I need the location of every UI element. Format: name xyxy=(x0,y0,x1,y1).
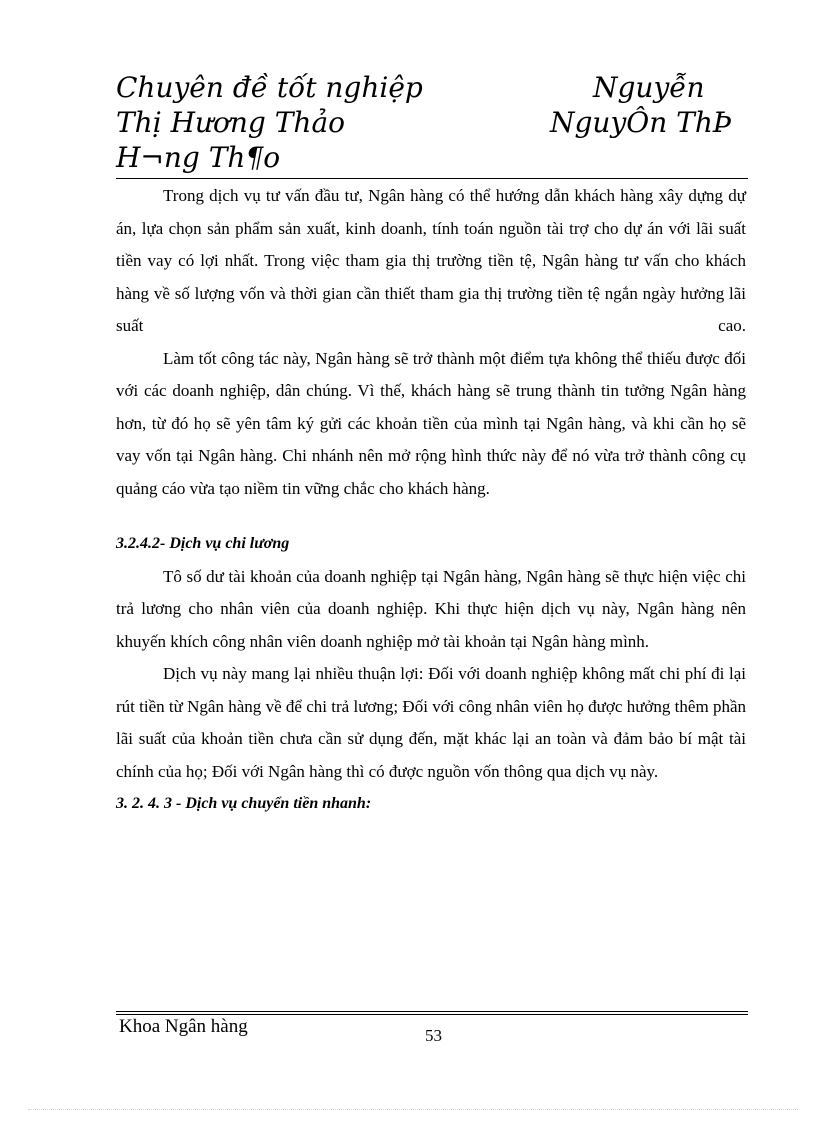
page-header xyxy=(116,70,748,175)
footer-rule xyxy=(116,1011,748,1012)
header-author-garbled-rest: H¬ng Th¶o xyxy=(116,141,281,174)
header-title: Chuyên đề tốt nghiệp xyxy=(116,71,423,104)
paragraph-investment-advisory: Trong dịch vụ tư vấn đầu tư, Ngân hàng có thể hướng dẫn khách hàng xây dựng dự án, lựa chọn sản phẩm sản xuất, kinh doanh, tính toán nguồn tài trợ cho dự án với lãi suất tiền vay có lợi nhất. Trong việc tham gia thị trường tiền tệ, Ngân hàng tư vấn cho khách hàng về số lượng vốn và thời gian cần thiết tham gia thị trường tiền tệ ngắn ngày hưởng lãi suất cao. xyxy=(116,186,746,335)
header-rule xyxy=(116,178,748,179)
heading-fast-transfer: 3. 2. 4. 3 - Dịch vụ chuyển tiền nhanh: xyxy=(116,795,372,812)
paragraph-trust: Làm tốt công tác này, Ngân hàng sẽ trở thành một điểm tựa không thể thiếu được đối với các doanh nghiệp, dân chúng. Vì thế, khách hàng sẽ trung thành tin tưởng Ngân hàng hơn, từ đó họ sẽ yên tâm ký gửi các khoản tiền của mình tại Ngân hàng, và khi cần họ sẽ vay vốn tại Ngân hàng. Chi nhánh nên mở rộng hình thức này để nó vừa trở thành công cụ quảng cáo vừa tạo niềm tin vững chắc cho khách hàng. xyxy=(116,348,746,498)
page-number: 53 xyxy=(425,1026,442,1045)
footer-department: Khoa Ngân hàng xyxy=(119,1016,248,1037)
paragraph-payroll: Tô số dư tài khoản của doanh nghiệp tại Ngân hàng, Ngân hàng sẽ thực hiện việc chi trả lương cho nhân viên của doanh nghiệp. Khi thực hiện dịch vụ này, Ngân hàng nên khuyến khích công nhân viên doanh nghiệp mở tài khoản tại Ngân hàng mình. xyxy=(116,566,746,651)
paragraph-payroll-benefits: Dịch vụ này mang lại nhiều thuận lợi: Đối với doanh nghiệp không mất chi phí đi lại rút tiền từ Ngân hàng về để chi trả lương; Đối với công nhân viên họ được hưởng thêm phần lãi suất của khoản tiền chưa cần sử dụng đến, mặt khác lại an toàn và đảm bảo bí mật tài chính của họ; Đối với Ngân hàng thì có được nguồn vốn thông qua dịch vụ này. xyxy=(116,664,746,781)
header-author-first: Nguyễn xyxy=(593,71,705,104)
heading-payroll-service: 3.2.4.2- Dịch vụ chi lương xyxy=(116,535,290,552)
header-author-garbled: NguyÔn ThÞ xyxy=(550,106,732,139)
section-gap xyxy=(116,505,746,528)
header-author-rest: Thị Hương Thảo xyxy=(116,106,345,139)
document-body xyxy=(116,180,746,821)
page-edge-dots xyxy=(28,1109,798,1110)
